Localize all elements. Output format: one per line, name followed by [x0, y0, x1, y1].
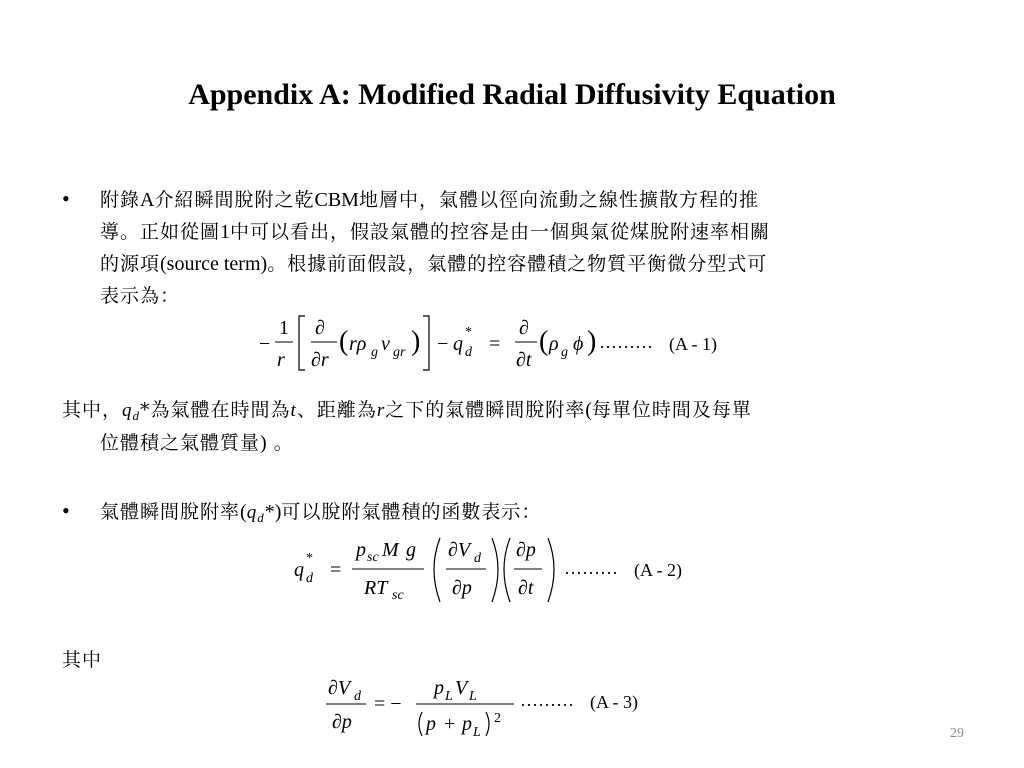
paragraph-line: 其中，$q_d*$為氣體在時間為t、距離為r之下的氣體瞬間脫附率(每單位時間及每單 — [62, 399, 752, 423]
paragraph-line: 導。正如從圖1中可以看出，假設氣體的控容是由一個與氣從煤脫附速率相關 — [100, 221, 771, 243]
svg-text:∂r: ∂r — [311, 349, 329, 371]
equation-label: (A - 1) — [669, 334, 717, 354]
svg-text:(: ( — [539, 326, 549, 357]
svg-text:∂t: ∂t — [516, 349, 532, 371]
bullet-marker: • — [62, 186, 70, 211]
svg-text:d: d — [465, 345, 472, 360]
page-number: 29 — [950, 726, 964, 741]
svg-text:*: * — [465, 325, 472, 340]
definition-paragraph — [62, 394, 962, 459]
svg-text:∂t: ∂t — [518, 577, 534, 599]
svg-text:M: M — [382, 539, 399, 561]
bullet-paragraph-1 — [100, 184, 970, 312]
svg-text:p: p — [426, 713, 436, 735]
svg-text:=: = — [330, 559, 342, 581]
equation-dots: ……… — [599, 332, 653, 352]
svg-text:∂V: ∂V — [448, 539, 471, 561]
svg-text:g: g — [406, 539, 416, 561]
svg-text:V: V — [455, 677, 468, 699]
svg-text:∂p: ∂p — [452, 577, 472, 599]
bullet-paragraph-2: 氣體瞬間脫附率$(q_d*)$可以脫附氣體積的函數表示： — [100, 501, 542, 525]
svg-text:−: − — [437, 333, 449, 355]
svg-text:v: v — [381, 333, 390, 355]
svg-text:2: 2 — [494, 711, 501, 726]
svg-text:p: p — [356, 539, 366, 561]
svg-text:ϕ: ϕ — [573, 333, 584, 355]
equation-label: (A - 3) — [590, 692, 638, 712]
equation-label: (A - 2) — [634, 560, 682, 580]
svg-text:∂V: ∂V — [328, 677, 351, 699]
svg-text:L: L — [469, 689, 477, 704]
svg-text:p: p — [434, 677, 444, 699]
bullet-marker: • — [62, 498, 70, 523]
svg-text:*: * — [306, 551, 313, 566]
paragraph-line: 附錄A介紹瞬間脫附之乾CBM地層中，氣體以徑向流動之線性擴散方程的推 — [100, 189, 759, 211]
svg-text:d: d — [354, 689, 361, 704]
svg-text:RT: RT — [364, 577, 388, 599]
svg-text:= −: = − — [374, 693, 402, 715]
svg-text:∂: ∂ — [519, 317, 529, 339]
svg-text:+: + — [444, 713, 456, 735]
svg-text:q: q — [453, 333, 463, 355]
svg-text:∂p: ∂p — [516, 539, 536, 561]
equation-a1 — [255, 312, 775, 376]
svg-text:∂: ∂ — [315, 317, 325, 339]
svg-text:): ) — [587, 326, 597, 357]
svg-text:d: d — [474, 551, 481, 566]
svg-text:ρ: ρ — [549, 333, 559, 355]
svg-text:r: r — [277, 349, 285, 371]
svg-text:sc: sc — [367, 550, 379, 565]
svg-text:L: L — [445, 689, 453, 704]
svg-text:∂p: ∂p — [332, 711, 352, 733]
slide-title: Appendix A: Modified Radial Diffusivity Equation — [188, 78, 836, 111]
svg-text:−: − — [259, 333, 271, 355]
svg-text:q: q — [294, 559, 304, 581]
svg-text:L: L — [473, 725, 481, 740]
svg-text:p: p — [462, 713, 472, 735]
paragraph-line: 的源項(source term)。根據前面假設，氣體的控容體積之物質平衡微分型式可 — [100, 253, 768, 275]
svg-text:g: g — [371, 345, 378, 360]
equation-dots: ……… — [520, 690, 574, 710]
svg-text:(: ( — [339, 326, 349, 357]
svg-text:): ) — [411, 326, 421, 357]
svg-text:sc: sc — [392, 588, 404, 603]
svg-text:gr: gr — [393, 345, 406, 360]
svg-text:rρ: rρ — [349, 333, 367, 355]
svg-text:=: = — [489, 333, 501, 355]
equation-a2 — [290, 532, 720, 606]
where-label: 其中 — [62, 649, 103, 671]
paragraph-line: 位體積之氣體質量) 。 — [100, 432, 294, 454]
equation-dots: ……… — [564, 558, 618, 578]
svg-text:d: d — [306, 571, 313, 586]
svg-text:g: g — [561, 345, 568, 360]
paragraph-line: 表示為： — [100, 285, 181, 307]
equation-a3 — [322, 672, 682, 744]
svg-text:1: 1 — [279, 317, 289, 339]
